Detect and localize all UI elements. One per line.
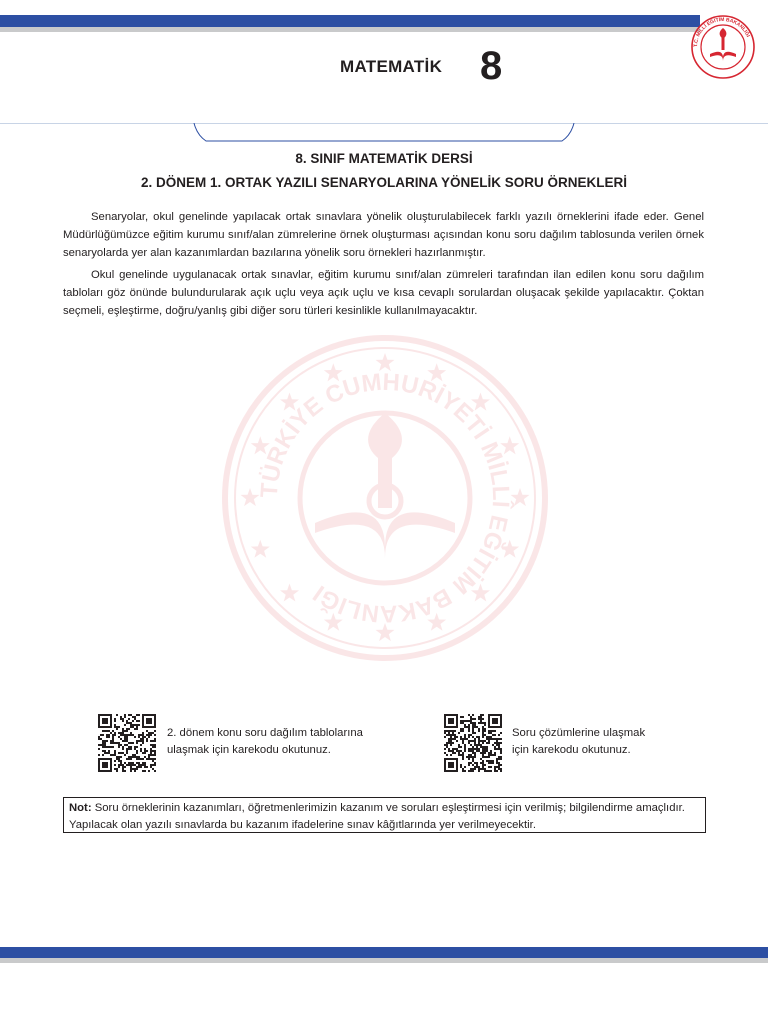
document-subtitle: 2. DÖNEM 1. ORTAK YAZILI SENARYOLARINA YÖNELİK SORU ÖRNEKLERİ — [140, 175, 628, 190]
subject-title: MATEMATİK — [340, 57, 443, 76]
header-tab-shape — [192, 123, 576, 145]
bottom-blue-bar — [0, 947, 768, 958]
grade-number: 8 — [480, 44, 503, 88]
watermark-star — [280, 584, 299, 602]
document-title: 8. SINIF MATEMATİK DERSİ — [295, 151, 473, 166]
qr-code-solutions[interactable] — [444, 714, 502, 772]
body-paragraph-2: Okul genelinde uygulanacak ortak sınavlar, eğitim kurumu sınıf/alan zümreleri tarafından ilan edilen konu soru dağılım tabloları göz önünde bulundurularak açık uçlu veya açık uçlu ve kısa cevaplı sorulardan oluşacak şekilde yapılacaktır. Çoktan seçmeli, eşleştirme, doğru/yanlış gibi diğer soru türleri kesinlikle kullanılmayacaktır. — [63, 269, 704, 317]
note-text: Soru örneklerinin kazanımları, öğretmenlerimizin kazanım ve soruları eşleştirmesi için verilmiş; bilgilendirme amaçlıdır. Yapılacak olan yazılı sınavlarda bu kazanım ifadelerine sınav kâğıtlarında yer verilmeyecektir. — [69, 802, 685, 831]
top-grey-bar — [0, 27, 700, 32]
note-box — [63, 797, 706, 833]
note-label: Not: — [69, 802, 92, 814]
qr-caption-distribution: 2. dönem konu soru dağılım tablolarına ulaşmak için karekodu okutunuz. — [167, 727, 363, 756]
bottom-grey-bar — [0, 958, 768, 963]
watermark-star — [251, 540, 270, 558]
top-blue-bar — [0, 15, 700, 27]
ministry-watermark — [220, 333, 550, 663]
qr-caption-solutions: Soru çözümlerine ulaşmak için karekodu okutunuz. — [512, 727, 646, 756]
ministry-logo — [690, 14, 756, 80]
body-paragraph-1: Senaryolar, okul genelinde yapılacak ortak sınavlara yönelik oluşturulabilecek farklı yazılı örneklerini ifade eder. Genel Müdürlüğümüzce eğitim kurumu sınıf/alan zümrelerine örnek oluşturması açısından konu soru dağılım tablosunda verilen örnek senaryolarda yer alan kazanımlardan bazılarına yönelik soru örnekleri hazırlanmıştır. — [63, 211, 704, 259]
watermark-text: TÜRKİYE CUMHURİYETİ MİLLÎ EĞİTİM BAKANLIĞI — [255, 368, 515, 628]
qr-code-distribution-table[interactable] — [98, 714, 156, 772]
watermark-star — [376, 353, 395, 371]
logo-text: T.C. MİLLÎ EĞİTİM BAKANLIĞI — [692, 16, 751, 48]
watermark-star — [324, 363, 343, 381]
